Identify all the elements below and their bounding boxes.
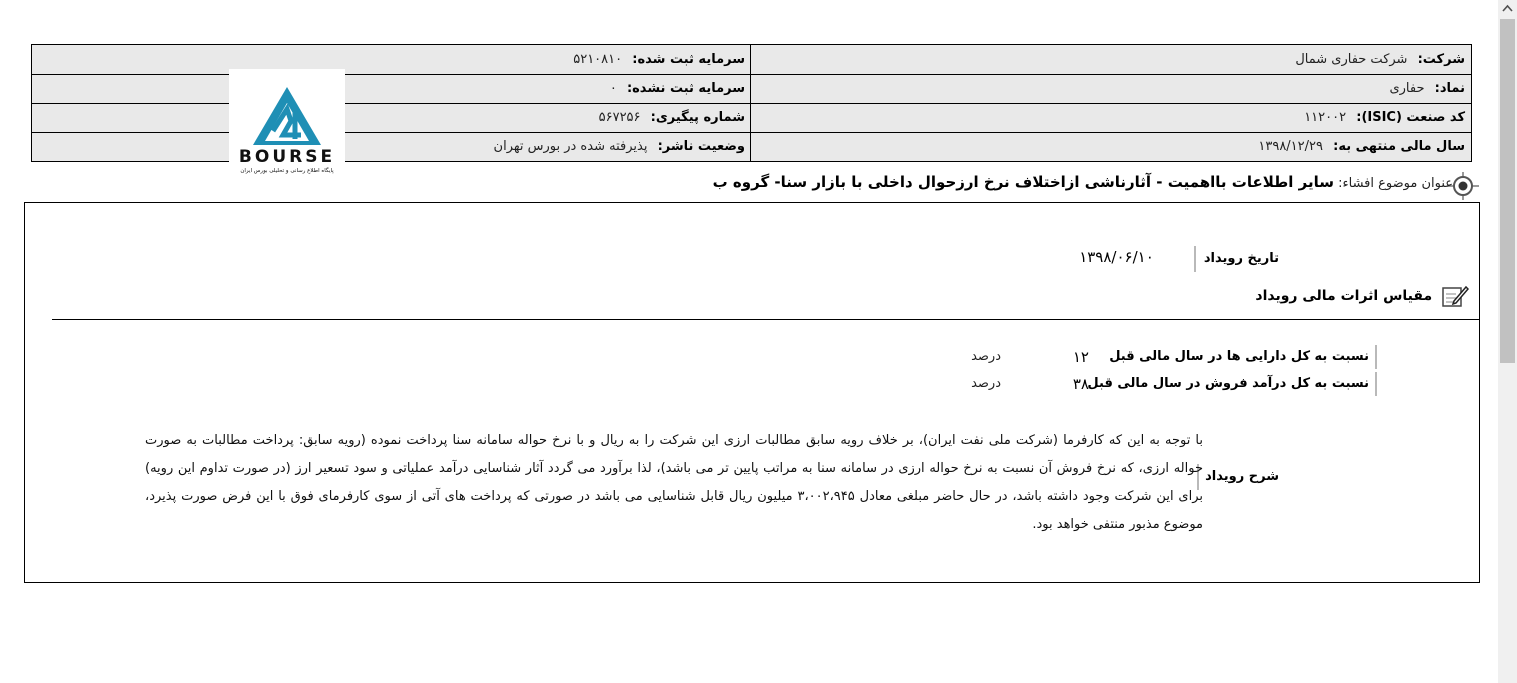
financial-impact-title: [1255, 283, 1469, 309]
tracking-label: شماره پیگیری:: [650, 110, 745, 125]
unregistered-capital-label: سرمایه ثبت نشده:: [626, 81, 745, 96]
status-label: وضعیت ناشر:: [657, 139, 745, 154]
unregistered-capital-cell: [610, 74, 745, 103]
isic-value: ۱۱۲۰۰۲: [1304, 110, 1347, 125]
edit-note-icon: [1441, 284, 1469, 308]
fiscal-cell: [1258, 132, 1465, 161]
event-date-row: [1079, 244, 1279, 270]
event-date-value: ۱۳۹۸/۰۶/۱۰: [1079, 248, 1154, 266]
metric-row-assets: [25, 345, 1479, 369]
symbol-cell: [1389, 74, 1465, 103]
registered-capital-cell: [573, 45, 745, 74]
registered-capital-value: ۵۲۱۰۸۱۰: [573, 52, 623, 67]
tracking-cell: [599, 103, 745, 132]
symbol-label: نماد:: [1434, 81, 1465, 96]
metric-label: نسبت به کل درآمد فروش در سال مالی قبل: [1087, 372, 1377, 396]
fiscal-value: ۱۳۹۸/۱۲/۲۹: [1258, 139, 1323, 154]
metric-unit: درصد: [971, 376, 1001, 391]
metric-label: نسبت به کل دارایی ها در سال مالی قبل: [1109, 345, 1377, 369]
isic-label: کد صنعت (ISIC):: [1356, 110, 1465, 125]
company-cell: [1295, 45, 1465, 74]
event-date-label: تاریخ رویداد: [1194, 246, 1279, 272]
company-value: شرکت حفاری شمال: [1295, 52, 1408, 67]
isic-cell: [1304, 103, 1465, 132]
registered-capital-label: سرمایه ثبت شده:: [632, 52, 745, 67]
disclosure-subject: [713, 170, 1453, 194]
unregistered-capital-value: ۰: [609, 81, 617, 96]
scrollbar-thumb[interactable]: [1500, 19, 1515, 363]
section-divider: [52, 319, 1479, 320]
metric-value: ۱۲: [1072, 348, 1089, 366]
bourse-logo: [229, 69, 345, 175]
event-panel: [24, 202, 1480, 583]
event-description-label: شرح رویداد: [1197, 464, 1279, 490]
logo-text: BOURSE: [238, 147, 336, 167]
metric-value: ۳۸: [1072, 375, 1089, 393]
tracking-value: ۵۶۷۲۵۶: [598, 110, 641, 125]
status-cell: [494, 132, 745, 161]
fiscal-label: سال مالی منتهی به:: [1333, 139, 1465, 154]
subject-label: عنوان موضوع افشاء:: [1338, 176, 1453, 191]
financial-impact-label: مقیاس اثرات مالی رویداد: [1255, 288, 1433, 304]
metric-row-sales: [25, 372, 1479, 396]
scroll-up-arrow-icon[interactable]: [1498, 0, 1517, 17]
vertical-scrollbar[interactable]: [1498, 0, 1517, 683]
subject-value: سایر اطلاعات بااهمیت - آثارناشی ازاختلاف نرخ ارزحوال داخلی با بازار سنا- گروه ب: [712, 173, 1334, 191]
symbol-value: حفاری: [1389, 81, 1425, 96]
metric-unit: درصد: [971, 349, 1001, 364]
status-value: پذیرفته شده در بورس تهران: [493, 139, 648, 154]
company-label: شرکت:: [1417, 52, 1465, 67]
event-description-text: با توجه به این که کارفرما (شرکت ملی نفت ایران)، بر خلاف رویه سابق مطالبات ارزی این شرکت را به ریال و با نرخ حواله سامانه سنا پرداخت نموده (رویه سابق: پرداخت مطالبات به صورت حواله ارزی، که نرخ فروش آن نسبت به نرخ حواله ارزی در سامانه سنا به مراتب پایین تر می باشد)، لذا برآورد می گردد آثار شناسایی درآمد عملیاتی و سود تسعیر ارز (در صورت تداوم این رویه) برای این شرکت وجود داشته باشد، در حال حاضر مبلغی معادل ۳،۰۰۲،۹۴۵ میلیون ریال قابل شناسایی می باشد در صورتی که پرداخت های آتی از سوی کارفرمای فوق با این فرض صورت پذیرد، موضوع مذبور منتفی خواهد بود.: [145, 433, 1204, 532]
logo-caption: پایگاه اطلاع رسانی و تحلیلی بورس ایران: [240, 168, 334, 174]
